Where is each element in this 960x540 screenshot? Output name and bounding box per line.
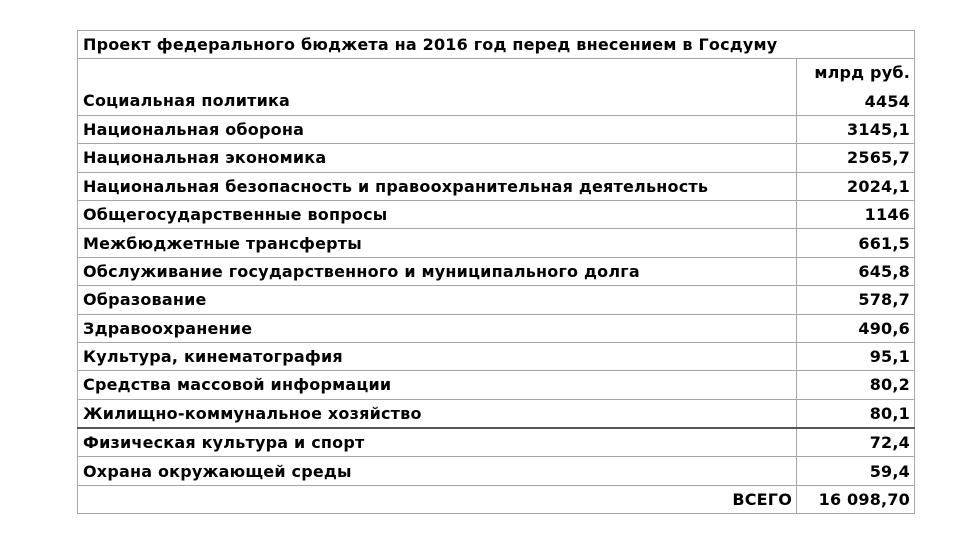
row-value: 1146 <box>797 200 915 228</box>
row-name: Обслуживание государственного и муниципального долга <box>78 257 797 285</box>
row-name: Общегосударственные вопросы <box>78 200 797 228</box>
row-name: Жилищно-коммунальное хозяйство <box>78 399 797 428</box>
total-value: 16 098,70 <box>797 485 915 513</box>
title-row <box>78 31 915 59</box>
table-title: Проект федерального бюджета на 2016 год перед внесением в Госдуму <box>78 31 915 59</box>
table-row <box>78 172 915 200</box>
total-label: ВСЕГО <box>78 485 797 513</box>
row-name: Культура, кинематография <box>78 342 797 370</box>
row-value: 2565,7 <box>797 144 915 172</box>
units-label: млрд руб. <box>797 59 915 88</box>
table-row <box>78 342 915 370</box>
table-row <box>78 314 915 342</box>
row-value: 95,1 <box>797 342 915 370</box>
table-row <box>78 229 915 257</box>
table-row <box>78 457 915 485</box>
table-row <box>78 399 915 428</box>
row-value: 80,2 <box>797 371 915 399</box>
table-row <box>78 144 915 172</box>
total-row <box>78 485 915 513</box>
row-value: 578,7 <box>797 286 915 314</box>
table-row <box>78 257 915 285</box>
row-name: Средства массовой информации <box>78 371 797 399</box>
row-name: Национальная экономика <box>78 144 797 172</box>
row-name: Охрана окружающей среды <box>78 457 797 485</box>
table-row <box>78 59 915 88</box>
budget-table <box>77 30 915 514</box>
row-value: 80,1 <box>797 399 915 428</box>
row-name: Межбюджетные трансферты <box>78 229 797 257</box>
row-value: 4454 <box>797 87 915 115</box>
row-name: Здравоохранение <box>78 314 797 342</box>
row-value: 72,4 <box>797 428 915 457</box>
row-name: Национальная безопасность и правоохранительная деятельность <box>78 172 797 200</box>
table-row <box>78 428 915 457</box>
row-value: 59,4 <box>797 457 915 485</box>
row-value: 661,5 <box>797 229 915 257</box>
row-value: 2024,1 <box>797 172 915 200</box>
row-value: 3145,1 <box>797 115 915 143</box>
row-name: Физическая культура и спорт <box>78 428 797 457</box>
table-row <box>78 200 915 228</box>
row-name: Национальная оборона <box>78 115 797 143</box>
row-name: Социальная политика <box>78 59 797 115</box>
row-name: Образование <box>78 286 797 314</box>
table-row <box>78 286 915 314</box>
table-row <box>78 371 915 399</box>
row-value: 490,6 <box>797 314 915 342</box>
table-row <box>78 115 915 143</box>
row-value: 645,8 <box>797 257 915 285</box>
